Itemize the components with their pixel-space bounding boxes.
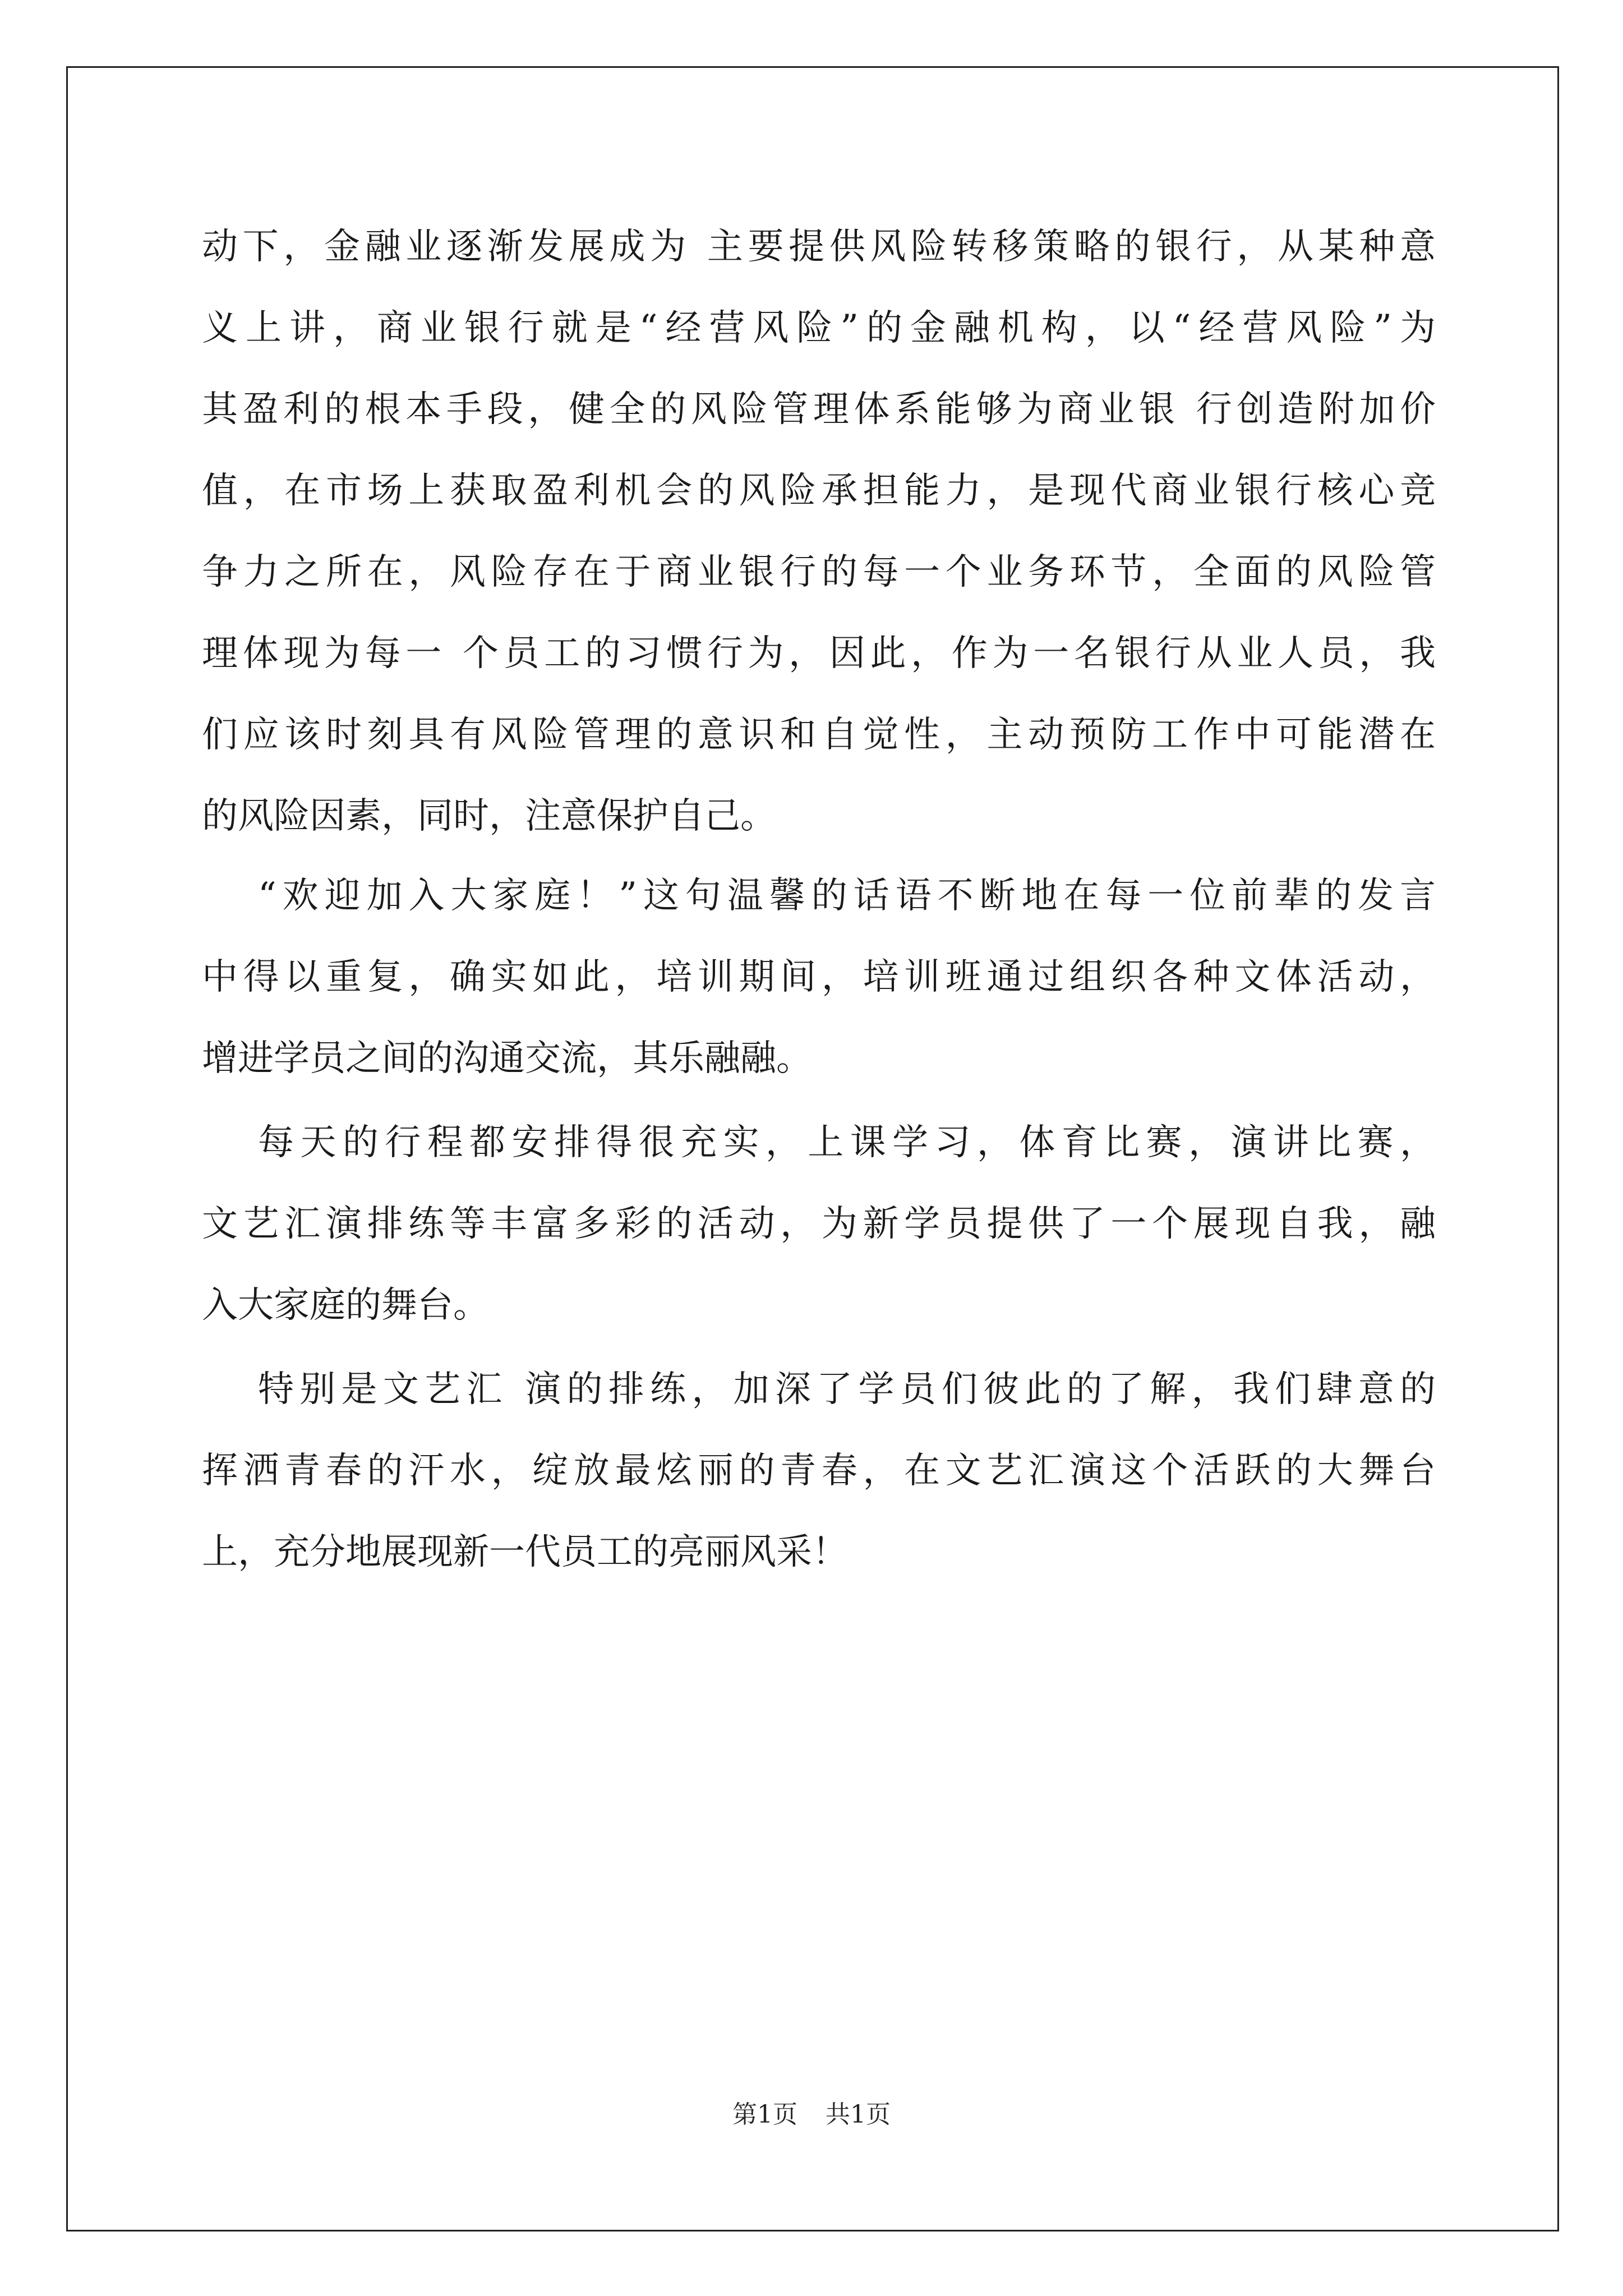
paragraph-line: 入大家庭的舞台。: [202, 1285, 489, 1326]
paragraph-line: 上，充分地展现新一代员工的亮丽风采！: [202, 1531, 848, 1573]
page-footer: [0, 2095, 1623, 2134]
paragraph-line: 其盈利的根本手段，健全的风险管理体系能够为商业银 行创造附加价: [202, 389, 1436, 430]
page-number: 第1页: [732, 2100, 797, 2129]
page-total: 共1页: [826, 2100, 891, 2129]
paragraph-line: 文艺汇演排练等丰富多彩的活动，为新学员提供了一个展现自我，融: [202, 1203, 1436, 1245]
paragraph-line: 特别是文艺汇 演的排练，加深了学员们彼此的了解，我们肆意的: [258, 1369, 1436, 1410]
paragraph-line: 们应该时刻具有风险管理的意识和自觉性，主动预防工作中可能潜在: [202, 714, 1436, 756]
paragraph-line: 挥洒青春的汗水，绽放最炫丽的青春，在文艺汇演这个活跃的大舞台: [202, 1450, 1436, 1492]
paragraph-line: 中得以重复，确实如此，培训期间，培训班通过组织各种文体活动，: [202, 956, 1436, 998]
paragraph-line: 值，在市场上获取盈利机会的风险承担能力，是现代商业银行核心竞: [202, 470, 1436, 512]
paragraph-line: 增进学员之间的沟通交流，其乐融融。: [202, 1038, 812, 1079]
paragraph-line: “欢迎加入大家庭！”这句温馨的话语不断地在每一位前辈的发言: [258, 875, 1436, 917]
paragraph-line: 每天的行程都安排得很充实，上课学习，体育比赛，演讲比赛，: [258, 1122, 1436, 1163]
paragraph-line: 理体现为每一 个员工的习惯行为，因此，作为一名银行从业人员，我: [202, 633, 1436, 674]
paragraph-line: 争力之所在，风险存在于商业银行的每一个业务环节，全面的风险管: [202, 551, 1436, 593]
paragraph-line: 义上讲，商业银行就是“经营风险”的金融机构，以“经营风险”为: [202, 307, 1436, 349]
paragraph-line: 的风险因素，同时，注意保护自己。: [202, 795, 776, 837]
paragraph-line: 动下，金融业逐渐发展成为 主要提供风险转移策略的银行，从某种意: [202, 226, 1436, 268]
